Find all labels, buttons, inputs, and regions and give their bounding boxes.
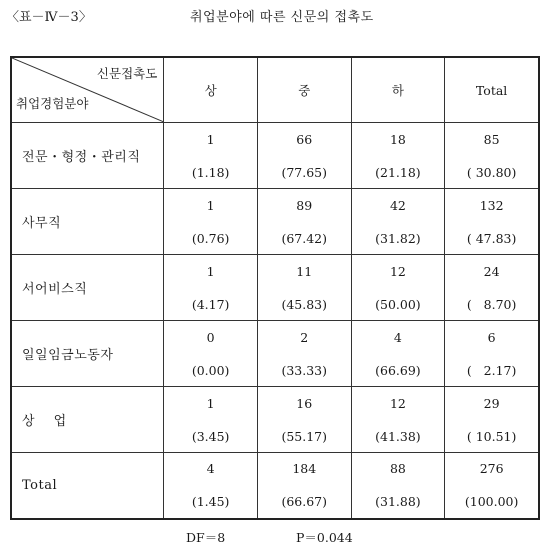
cell-percent: (66.69) — [375, 362, 421, 378]
cell-count: 12 — [389, 263, 406, 279]
table-cell — [257, 387, 351, 453]
cell-percent: ( 8.70) — [466, 296, 517, 312]
row-header: 상 업 — [11, 387, 164, 453]
cell-count: 85 — [483, 131, 500, 147]
cell-count: 1 — [206, 395, 215, 411]
cell-count: 29 — [483, 395, 500, 411]
cell-percent: (31.88) — [375, 494, 421, 510]
cell-count: 16 — [296, 395, 313, 411]
cell-percent: ( 47.83) — [466, 230, 517, 246]
table-cell — [351, 453, 445, 519]
table-cell-total — [445, 123, 539, 189]
header-row — [11, 57, 539, 123]
table-row — [11, 189, 539, 255]
cell-percent: (50.00) — [375, 296, 421, 312]
cell-count: 1 — [206, 197, 215, 213]
table-cell — [164, 453, 258, 519]
cell-count: 4 — [393, 329, 402, 345]
crosstab-table — [10, 56, 540, 520]
table-cell — [351, 387, 445, 453]
table-cell-total — [445, 255, 539, 321]
cell-count: 184 — [292, 461, 317, 477]
table-cell — [351, 123, 445, 189]
corner-top-label: 신문접촉도 — [96, 66, 158, 81]
cell-count: 276 — [479, 461, 504, 477]
cell-percent: (41.38) — [375, 428, 421, 444]
corner-bottom-label: 취업경험분야 — [16, 96, 89, 111]
cell-count: 1 — [206, 131, 215, 147]
cell-count: 12 — [389, 395, 406, 411]
p-value: P＝0.044 — [296, 530, 353, 545]
cell-percent: ( 30.80) — [466, 164, 517, 180]
cell-count: 6 — [487, 329, 496, 345]
cell-percent: (1.45) — [191, 494, 230, 510]
table-cell — [351, 255, 445, 321]
table-cell — [164, 321, 258, 387]
table-row-total — [11, 453, 539, 519]
cell-percent: (21.18) — [375, 164, 421, 180]
cell-percent: (31.82) — [375, 230, 421, 246]
table-cell — [351, 321, 445, 387]
cell-count: 66 — [296, 131, 313, 147]
column-header: 상 — [164, 57, 258, 123]
cell-percent: (77.65) — [281, 164, 328, 180]
cell-count: 42 — [389, 197, 406, 213]
cell-percent: (33.33) — [281, 362, 328, 378]
cell-count: 89 — [296, 197, 313, 213]
table-cell-total — [445, 453, 539, 519]
column-header: 중 — [257, 57, 351, 123]
table-label: 〈표－Ⅳ－3〉 — [6, 10, 92, 25]
cell-percent: ( 2.17) — [466, 362, 517, 378]
table-cell — [257, 453, 351, 519]
cell-percent: (45.83) — [281, 296, 328, 312]
table-row — [11, 255, 539, 321]
row-header: 서어비스직 — [11, 255, 164, 321]
table-row — [11, 321, 539, 387]
cell-count: 4 — [206, 461, 215, 477]
cell-count: 132 — [479, 197, 504, 213]
cell-count: 1 — [206, 263, 215, 279]
table-cell — [257, 321, 351, 387]
table-cell — [257, 123, 351, 189]
degrees-of-freedom: DF＝8 — [186, 530, 226, 545]
table-title: 취업분야에 따른 신문의 접촉도 — [190, 10, 374, 25]
cell-count: 88 — [389, 461, 406, 477]
column-header-total: Total — [445, 57, 539, 123]
cell-percent: (0.76) — [191, 230, 230, 246]
cell-percent: (4.17) — [191, 296, 230, 312]
cell-percent: (55.17) — [281, 428, 328, 444]
cell-percent: ( 10.51) — [466, 428, 517, 444]
table-cell — [164, 387, 258, 453]
table-cell — [164, 123, 258, 189]
column-header: 하 — [351, 57, 445, 123]
cell-count: 11 — [296, 263, 313, 279]
cell-percent: (67.42) — [281, 230, 328, 246]
table-cell-total — [445, 321, 539, 387]
cell-count: 0 — [206, 329, 215, 345]
table-row — [11, 387, 539, 453]
table-row — [11, 123, 539, 189]
cell-percent: (3.45) — [191, 428, 230, 444]
table-cell — [257, 189, 351, 255]
row-header: 사무직 — [11, 189, 164, 255]
cell-percent: (1.18) — [191, 164, 230, 180]
cell-count: 18 — [389, 131, 406, 147]
row-header: Total — [11, 453, 164, 519]
cell-percent: (100.00) — [464, 494, 519, 510]
table-cell-total — [445, 189, 539, 255]
cell-percent: (66.67) — [281, 494, 328, 510]
cell-percent: (0.00) — [191, 362, 230, 378]
row-header: 전문・형정・관리직 — [11, 123, 164, 189]
table-cell — [164, 189, 258, 255]
table-cell — [351, 189, 445, 255]
table-cell — [257, 255, 351, 321]
cell-count: 2 — [300, 329, 309, 345]
table-cell — [164, 255, 258, 321]
row-header: 일일임금노동자 — [11, 321, 164, 387]
cell-count: 24 — [483, 263, 500, 279]
corner-header — [11, 57, 164, 123]
table-cell-total — [445, 387, 539, 453]
